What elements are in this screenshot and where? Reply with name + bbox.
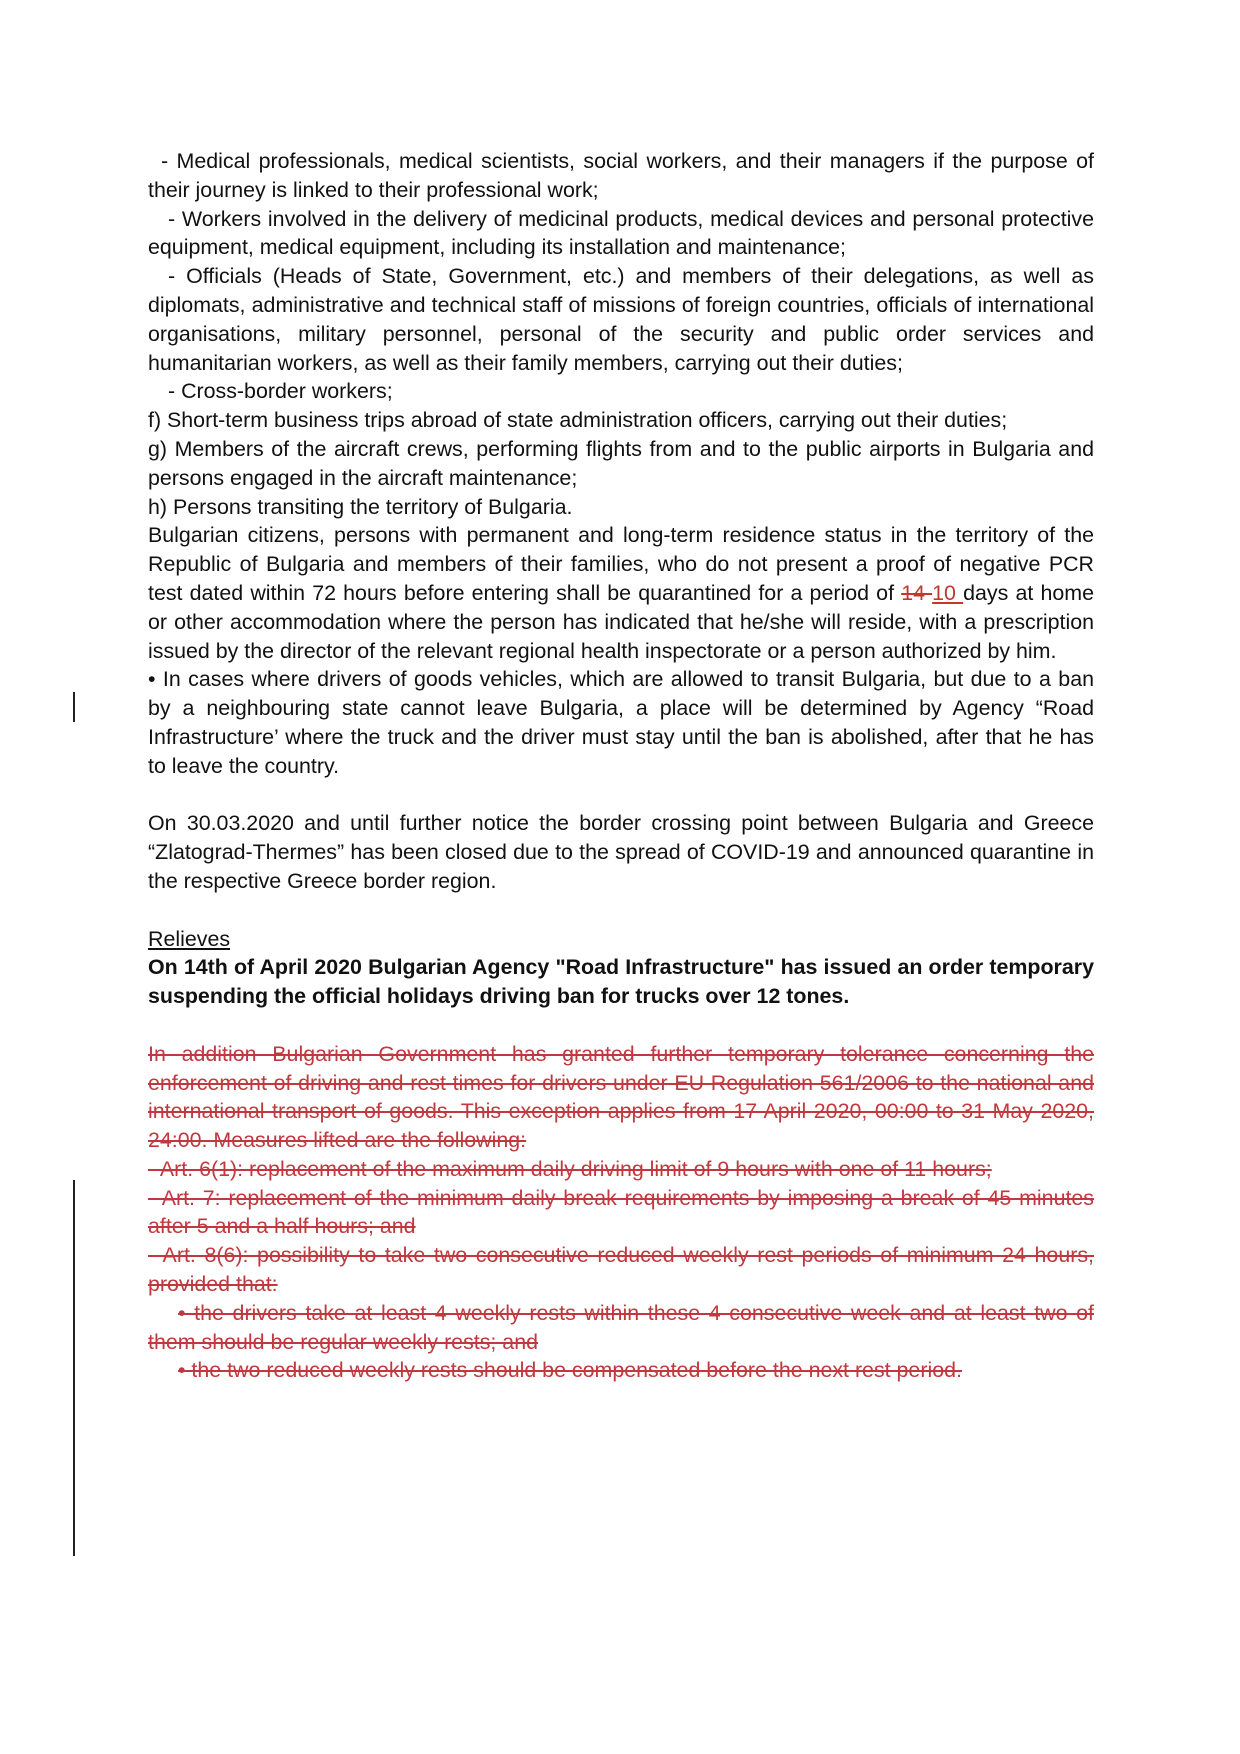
document-body <box>148 147 1094 1385</box>
change-bar-deleted-section <box>73 1180 75 1556</box>
transit-bullet: • In cases where drivers of goods vehicles, which are allowed to transit Bulgaria, but due to a ban by a neighbouring state cannot leave Bulgaria, a place will be determined by Agency “Road Infrastructure’ where the truck and the driver must stay until the ban is abolished, after that he has to leave the country. <box>148 667 1094 778</box>
list-item-workers: - Workers involved in the delivery of medicinal products, medical devices and personal protective equipment, medical equipment, including its installation and maintenance; <box>148 206 1094 260</box>
deleted-art7: - Art. 7: replacement of the minimum daily break requirements by imposing a break of 45 minutes after 5 and a half hours; and <box>148 1185 1094 1239</box>
item-f: f) Short-term business trips abroad of state administration officers, carrying out their duties; <box>148 408 1008 433</box>
deleted-section <box>148 1040 1094 1386</box>
relieves-bold-paragraph: On 14th of April 2020 Bulgarian Agency "Road Infrastructure" has issued an order temporary suspending the official holidays driving ban for trucks over 12 tones. <box>148 955 1094 1009</box>
tracked-deletion: 14 <box>901 580 933 605</box>
tracked-insertion: 10 <box>932 580 964 605</box>
spacer <box>148 1011 1094 1040</box>
spacer <box>148 781 1094 810</box>
border-paragraph: On 30.03.2020 and until further notice the border crossing point between Bulgaria and Greece “Zlatograd-Thermes” has been closed due to the spread of COVID-19 and announced quarantine in the respective Greece border region. <box>148 811 1094 893</box>
deleted-art8: - Art. 8(6): possibility to take two consecutive reduced weekly rest periods of minimum 24 hours, provided that: <box>148 1243 1094 1297</box>
deleted-intro: In addition Bulgarian Government has granted further temporary tolerance concerning the enforcement of driving and rest times for drivers under EU Regulation 561/2006 to the national and international transport of goods. This exception applies from 17 April 2020, 00:00 to 31 May 2020, 24:00. Measures lifted are the following: <box>148 1041 1094 1153</box>
list-item-medical: - Medical professionals, medical scientists, social workers, and their managers if the purpose of their journey is linked to their professional work; <box>148 149 1094 202</box>
list-item-officials: - Officials (Heads of State, Government, etc.) and members of their delegations, as well as diplomats, administrative and technical staff of missions of foreign countries, officials of international organisations, military personnel, personal of the security and public order services and humanitarian workers, as well as their family members, carrying out their duties; <box>148 264 1094 375</box>
change-bar-quarantine <box>73 692 75 722</box>
deleted-condition-1: • the drivers take at least 4 weekly rests within these 4 consecutive week and at least two of them should be regular weekly rests; and <box>148 1300 1094 1354</box>
item-g: g) Members of the aircraft crews, performing flights from and to the public airports in Bulgaria and persons engaged in the aircraft maintenance; <box>148 436 1094 490</box>
deleted-art6: - Art. 6(1): replacement of the maximum daily driving limit of 9 hours with one of 11 hours; <box>148 1156 992 1181</box>
relieves-heading: Relieves <box>148 926 231 951</box>
quarantine-paragraph <box>148 521 1094 665</box>
item-h: h) Persons transiting the territory of Bulgaria. <box>148 494 573 519</box>
quarantine-text-after: days at home or other accommodation where the person has indicated that he/she will reside, with a prescription issued by the director of the relevant regional health inspectorate or a person authorized by him. <box>148 580 1094 663</box>
quarantine-text-before: Bulgarian citizens, persons with permanent and long-term residence status in the territory of the Republic of Bulgaria and members of their families, who do not present a proof of negative PCR test dated within 72 hours before entering shall be quarantined for a period of <box>148 523 1094 605</box>
deleted-condition-2: • the two reduced weekly rests should be compensated before the next rest period. <box>178 1358 962 1383</box>
list-item-cross-border: - Cross-border workers; <box>168 379 393 404</box>
spacer <box>148 896 1094 925</box>
